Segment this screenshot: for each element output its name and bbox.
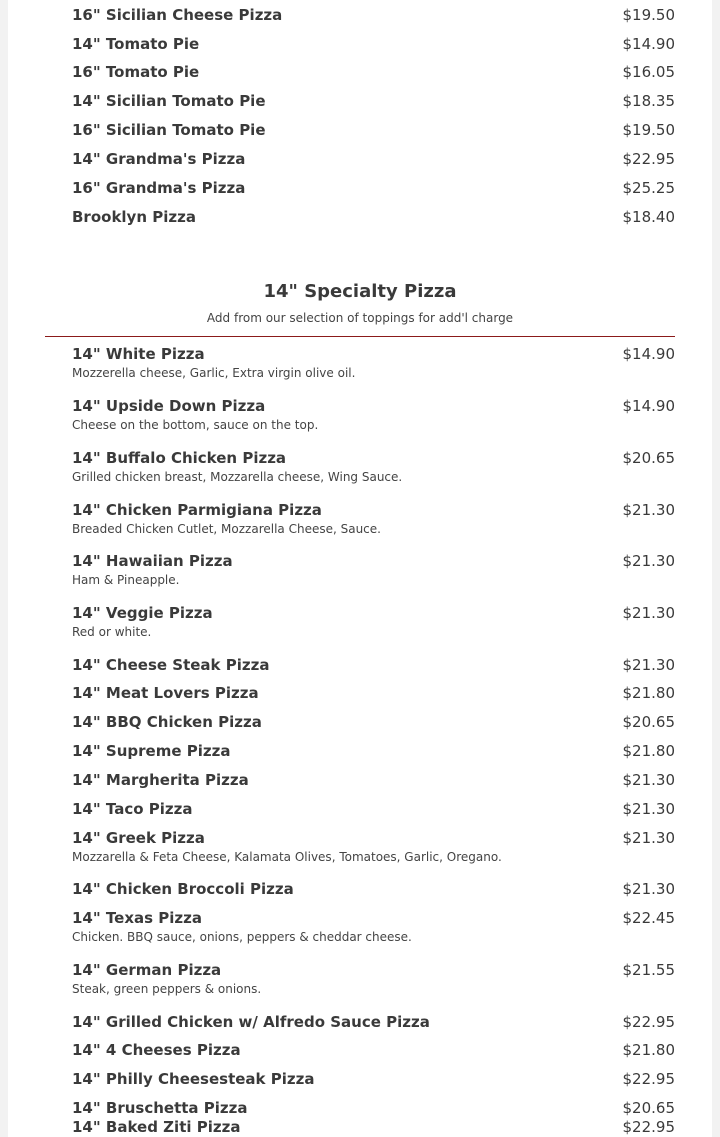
item-price: $21.80 xyxy=(622,742,675,760)
item-price: $18.35 xyxy=(622,92,675,110)
menu-item[interactable] xyxy=(72,1069,675,1089)
menu-item[interactable] xyxy=(72,500,675,536)
item-name: 14" Tomato Pie xyxy=(72,35,200,53)
item-price: $16.05 xyxy=(622,63,675,81)
menu-item[interactable] xyxy=(72,712,675,732)
item-name: 14" Chicken Parmigiana Pizza xyxy=(72,501,322,519)
item-price: $22.95 xyxy=(622,1013,675,1031)
item-description: Cheese on the bottom, sauce on the top. xyxy=(72,418,319,432)
item-name: 14" Buffalo Chicken Pizza xyxy=(72,449,287,467)
item-name: 14" Texas Pizza xyxy=(72,909,202,927)
menu-item[interactable] xyxy=(72,551,675,587)
item-price: $20.65 xyxy=(622,713,675,731)
item-name: 14" Upside Down Pizza xyxy=(72,397,266,415)
menu-item[interactable] xyxy=(72,62,675,82)
item-description: Ham & Pineapple. xyxy=(72,573,180,587)
item-name: 14" Grilled Chicken w/ Alfredo Sauce Pizza xyxy=(72,1013,430,1031)
menu-item[interactable] xyxy=(72,178,675,198)
item-price: $22.95 xyxy=(622,150,675,168)
item-price: $21.30 xyxy=(622,771,675,789)
item-price: $19.50 xyxy=(622,121,675,139)
item-name: 14" 4 Cheeses Pizza xyxy=(72,1041,241,1059)
item-price: $25.25 xyxy=(622,179,675,197)
menu-item[interactable] xyxy=(72,91,675,111)
item-price: $21.30 xyxy=(622,604,675,622)
item-price: $19.50 xyxy=(622,6,675,24)
item-price: $22.95 xyxy=(622,1118,675,1136)
item-price: $20.65 xyxy=(622,1099,675,1117)
item-description: Steak, green peppers & onions. xyxy=(72,982,262,996)
menu-item[interactable] xyxy=(72,34,675,54)
menu-item[interactable] xyxy=(72,770,675,790)
item-price: $21.80 xyxy=(622,1041,675,1059)
item-name: 14" Chicken Broccoli Pizza xyxy=(72,880,294,898)
menu-item[interactable] xyxy=(72,741,675,761)
item-price: $21.30 xyxy=(622,552,675,570)
section-divider xyxy=(45,336,675,337)
item-name: 14" Meat Lovers Pizza xyxy=(72,684,259,702)
menu-item[interactable] xyxy=(72,655,675,675)
item-description: Mozzerella cheese, Garlic, Extra virgin olive oil. xyxy=(72,366,356,380)
item-name: 16" Sicilian Tomato Pie xyxy=(72,121,266,139)
item-name: 14" Greek Pizza xyxy=(72,829,205,847)
item-price: $22.45 xyxy=(622,909,675,927)
menu-item[interactable] xyxy=(72,603,675,639)
item-price: $21.30 xyxy=(622,829,675,847)
item-description: Breaded Chicken Cutlet, Mozzarella Cheese, Sauce. xyxy=(72,522,381,536)
item-description: Chicken. BBQ sauce, onions, peppers & cheddar cheese. xyxy=(72,930,412,944)
item-name: 14" Margherita Pizza xyxy=(72,771,249,789)
item-name: 14" Cheese Steak Pizza xyxy=(72,656,270,674)
item-name: 16" Sicilian Cheese Pizza xyxy=(72,6,283,24)
menu-item[interactable] xyxy=(72,448,675,484)
item-name: 14" Baked Ziti Pizza xyxy=(72,1118,241,1136)
menu-item[interactable] xyxy=(72,120,675,140)
item-name: 14" Philly Cheesesteak Pizza xyxy=(72,1070,315,1088)
menu-item[interactable] xyxy=(72,879,675,899)
section-subtitle: Add from our selection of toppings for add'l charge xyxy=(206,311,514,325)
item-price: $14.90 xyxy=(622,345,675,363)
item-name: 14" Bruschetta Pizza xyxy=(72,1099,248,1117)
item-name: 14" Hawaiian Pizza xyxy=(72,552,233,570)
item-name: 14" Veggie Pizza xyxy=(72,604,213,622)
item-price: $22.95 xyxy=(622,1070,675,1088)
item-price: $21.30 xyxy=(622,880,675,898)
item-price: $21.30 xyxy=(622,800,675,818)
item-name: 14" BBQ Chicken Pizza xyxy=(72,713,262,731)
item-name: 14" German Pizza xyxy=(72,961,222,979)
item-name: Brooklyn Pizza xyxy=(72,208,196,226)
menu-item[interactable] xyxy=(72,1040,675,1060)
menu-item[interactable] xyxy=(72,1117,675,1137)
menu-item[interactable] xyxy=(72,396,675,432)
item-price: $14.90 xyxy=(622,35,675,53)
item-name: 14" Supreme Pizza xyxy=(72,742,231,760)
item-description: Red or white. xyxy=(72,625,152,639)
menu-item[interactable] xyxy=(72,344,675,380)
menu-item[interactable] xyxy=(72,1098,675,1118)
menu-item[interactable] xyxy=(72,207,675,227)
item-description: Grilled chicken breast, Mozzarella cheese, Wing Sauce. xyxy=(72,470,403,484)
item-price: $14.90 xyxy=(622,397,675,415)
menu-item[interactable] xyxy=(72,908,675,944)
menu-item[interactable] xyxy=(72,828,675,864)
item-price: $21.30 xyxy=(622,501,675,519)
item-name: 14" Grandma's Pizza xyxy=(72,150,246,168)
item-price: $20.65 xyxy=(622,449,675,467)
menu-item[interactable] xyxy=(72,799,675,819)
menu-item[interactable] xyxy=(72,5,675,25)
item-description: Mozzarella & Feta Cheese, Kalamata Olives, Tomatoes, Garlic, Oregano. xyxy=(72,850,502,864)
menu-item[interactable] xyxy=(72,960,675,996)
menu-item[interactable] xyxy=(72,149,675,169)
item-price: $21.30 xyxy=(622,656,675,674)
menu-page xyxy=(8,0,712,1137)
item-name: 14" Taco Pizza xyxy=(72,800,193,818)
item-price: $18.40 xyxy=(622,208,675,226)
item-name: 16" Grandma's Pizza xyxy=(72,179,246,197)
item-name: 14" Sicilian Tomato Pie xyxy=(72,92,266,110)
item-price: $21.80 xyxy=(622,684,675,702)
item-name: 16" Tomato Pie xyxy=(72,63,200,81)
item-price: $21.55 xyxy=(622,961,675,979)
menu-item[interactable] xyxy=(72,683,675,703)
item-name: 14" White Pizza xyxy=(72,345,205,363)
section-title: 14" Specialty Pizza xyxy=(263,281,457,302)
menu-item[interactable] xyxy=(72,1012,675,1032)
